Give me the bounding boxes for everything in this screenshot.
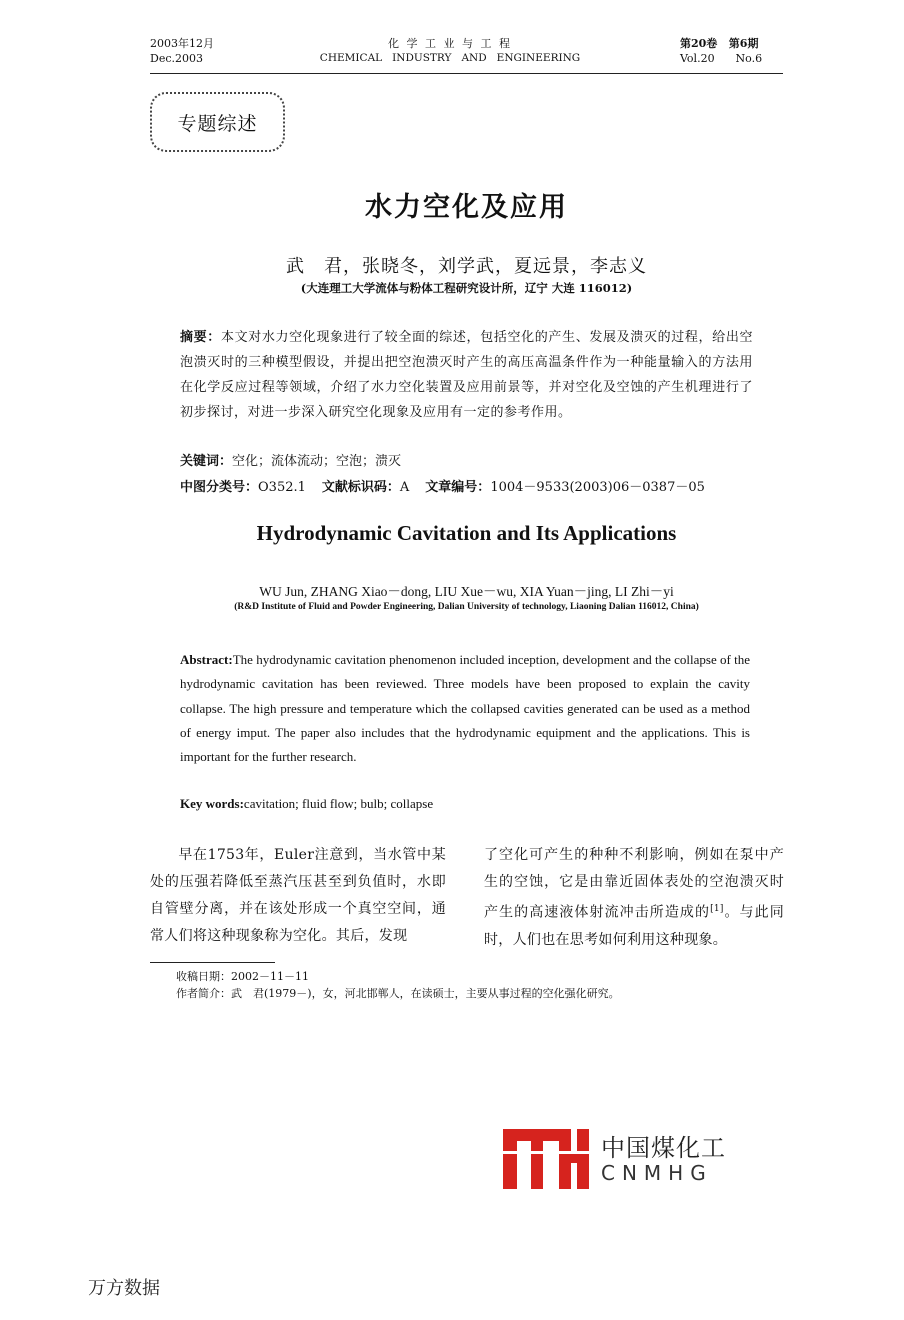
citation-ref[interactable]: [1]: [710, 904, 724, 914]
header-date-cn: 2003年12月: [150, 37, 214, 50]
body-right-column: [484, 842, 784, 954]
header-date: [150, 36, 214, 66]
doc-code-value: A: [399, 480, 410, 495]
section-badge-label: 专题综述: [177, 112, 258, 135]
body-right-text-a: 了空化可产生的种种不利影响，例如在泵中产生的空蚀，它是由靠近固体表处的空泡溃灭时产生的高速液体射流冲击所造成的: [484, 847, 784, 921]
article-no-value: 1004－9533(2003)06－0387－05: [490, 480, 705, 495]
header-rule: [150, 73, 783, 74]
body-right-text-b: 。与此同时，人们也在思考如何利用这种现象。: [484, 904, 785, 948]
header-volume-cn: 第20卷 第6期: [680, 37, 759, 50]
abstract-cn-text: 本文对水力空化现象进行了较全面的综述，包括空化的产生、发展及溃灭的过程，给出空泡溃灭时的三种模型假设，并提出把空泡溃灭时产生的高压高温条件作为一种能量输入的方法用在化学反应过程等领域，介绍了水力空化装置及应用前景等，并对空化及空蚀的产生机理进行了初步探讨，对进一步深入研究空化现象及应用有一定的参考作用。: [180, 330, 753, 420]
clc-value: O352.1: [258, 480, 306, 495]
logo-name-en: CNMHG: [601, 1161, 713, 1185]
header-journal: [300, 36, 600, 66]
logo-mark: [503, 1129, 589, 1189]
header-volume-en: Vol.20 No.6: [680, 52, 763, 65]
body-left-text: 早在1753年，Euler注意到，当水管中某处的压强若降低至蒸汽压甚至到负值时，水即自管壁分离，并在该处形成一个真空空间，通常人们将这种现象称为空化。其后，发现: [150, 847, 446, 944]
abstract-en-label: Abstract:: [180, 652, 233, 667]
abstract-en: [180, 648, 750, 769]
affiliation-en: (R&D Institute of Fluid and Powder Engineering, Dalian University of technology, Liaoning Dalian 116012, China): [234, 602, 699, 612]
authors-cn: 武 君，张晓冬，刘学武，夏远景，李志义: [286, 256, 647, 277]
abstract-en-text: The hydrodynamic cavitation phenomenon included inception, development and the collapse of the hydrodynamic cavitation has been reviewed. Three models have been proposed to explain the cavity collapse. The high pressure and temperature which the collapsed cavities generated can be used as a method of energy imput. The paper also includes that the hydrodynamic equipment and the applications. This is important for the further research.: [180, 652, 750, 765]
section-badge: [150, 92, 285, 152]
keywords-cn: [180, 450, 401, 469]
affiliation-cn: (大连理工大学流体与粉体工程研究设计所，辽宁 大连 116012): [300, 281, 633, 295]
title-en: Hydrodynamic Cavitation and Its Applications: [256, 521, 677, 545]
keywords-en-text: cavitation; fluid flow; bulb; collapse: [243, 796, 434, 811]
header-journal-en: CHEMICAL INDUSTRY AND ENGINEERING: [319, 52, 581, 64]
doc-code-label: 文献标识码：: [321, 480, 400, 495]
article-no-label: 文章编号：: [425, 480, 491, 495]
header-volume: [680, 36, 762, 66]
wanfang-watermark: 万方数据: [88, 1278, 160, 1299]
title-cn: 水力空化及应用: [365, 192, 568, 223]
body-left-column: [150, 842, 446, 950]
keywords-en-label: Key words:: [180, 796, 244, 811]
header-journal-cn: 化 学 工 业 与 工 程: [388, 37, 512, 50]
header-date-en: Dec.2003: [150, 52, 203, 65]
abstract-cn: [180, 325, 753, 425]
footnote-received: 收稿日期：2002－11－11: [176, 970, 309, 983]
clc-label: 中图分类号：: [180, 480, 259, 495]
abstract-cn-label: 摘要：: [180, 330, 221, 345]
keywords-en: [180, 796, 433, 812]
authors-en: WU Jun, ZHANG Xiao－dong, LIU Xue－wu, XIA Yuan－jing, LI Zhi－yi: [259, 584, 674, 599]
logo-name-cn: 中国煤化工: [601, 1134, 726, 1162]
footnote-author-bio: 作者简介：武 君(1979－)，女，河北邯郸人，在读硕士，主要从事过程的空化强化研究。: [176, 987, 620, 1000]
classification-line: [180, 476, 705, 495]
keywords-cn-text: 空化；流体流动；空泡；溃灭: [232, 454, 402, 469]
keywords-cn-label: 关键词：: [180, 454, 233, 469]
footnote-rule: [150, 962, 275, 963]
